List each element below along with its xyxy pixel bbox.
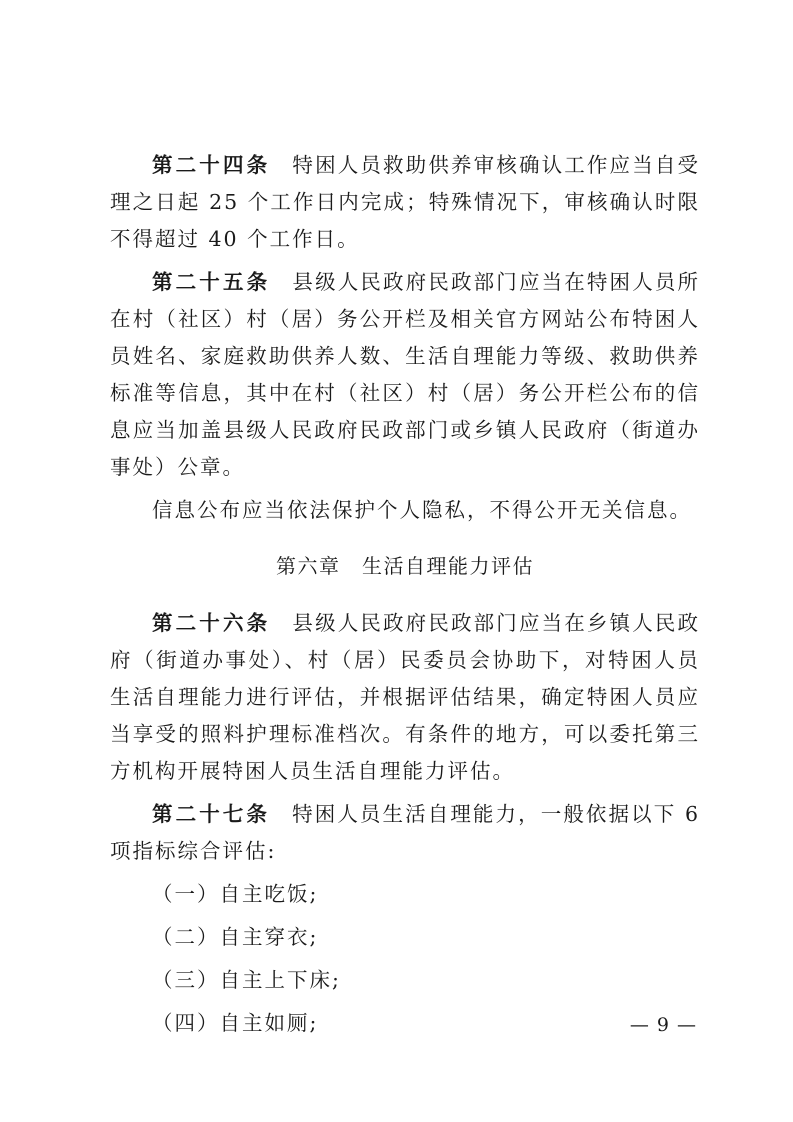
article-26 xyxy=(110,605,700,790)
article-24-title: 第二十四条 xyxy=(152,153,271,177)
article-25 xyxy=(110,264,700,486)
article-25-paragraph-2: 信息公布应当依法保护个人隐私，不得公开无关信息。 xyxy=(152,498,692,522)
chapter-heading: 第六章 生活自理能力评估 xyxy=(276,554,534,578)
article-24 xyxy=(110,147,700,258)
page-number: — 9 — xyxy=(629,1014,697,1036)
article-25-title: 第二十五条 xyxy=(152,270,271,294)
article-27 xyxy=(110,796,700,870)
list-item: （一）自主吃饭; xyxy=(152,882,319,906)
article-25-text: 县级人民政府民政部门应当在特困人员所在村（社区）村（居）务公开栏及相关官方网站公布特困人员姓名、家庭救助供养人数、生活自理能力等级、救助供养标准等信息，其中在村（社区）村（居）务公开栏公布的信息应当加盖县级人民政府民政部门或乡镇人民政府（街道办事处）公章。 xyxy=(110,270,701,479)
document-body xyxy=(110,147,700,1042)
article-27-text: 特困人员生活自理能力，一般依据以下 6 项指标综合评估: xyxy=(110,802,701,863)
article-24-text: 特困人员救助供养审核确认工作应当自受理之日起 25 个工作日内完成；特殊情况下，审核确认时限不得超过 40 个工作日。 xyxy=(110,153,701,251)
article-26-text: 县级人民政府民政部门应当在乡镇人民政府（街道办事处）、村（居）民委员会协助下，对特困人员生活自理能力进行评估，并根据评估结果，确定特困人员应当享受的照料护理标准档次。有条件的地方，可以委托第三方机构开展特困人员生活自理能力评估。 xyxy=(110,611,701,783)
list-item: （二）自主穿衣; xyxy=(152,925,319,949)
list-item: （四）自主如厕; xyxy=(152,1011,319,1035)
list-item: （三）自主上下床; xyxy=(152,968,341,992)
article-27-title: 第二十七条 xyxy=(152,802,271,826)
article-26-title: 第二十六条 xyxy=(152,611,271,635)
